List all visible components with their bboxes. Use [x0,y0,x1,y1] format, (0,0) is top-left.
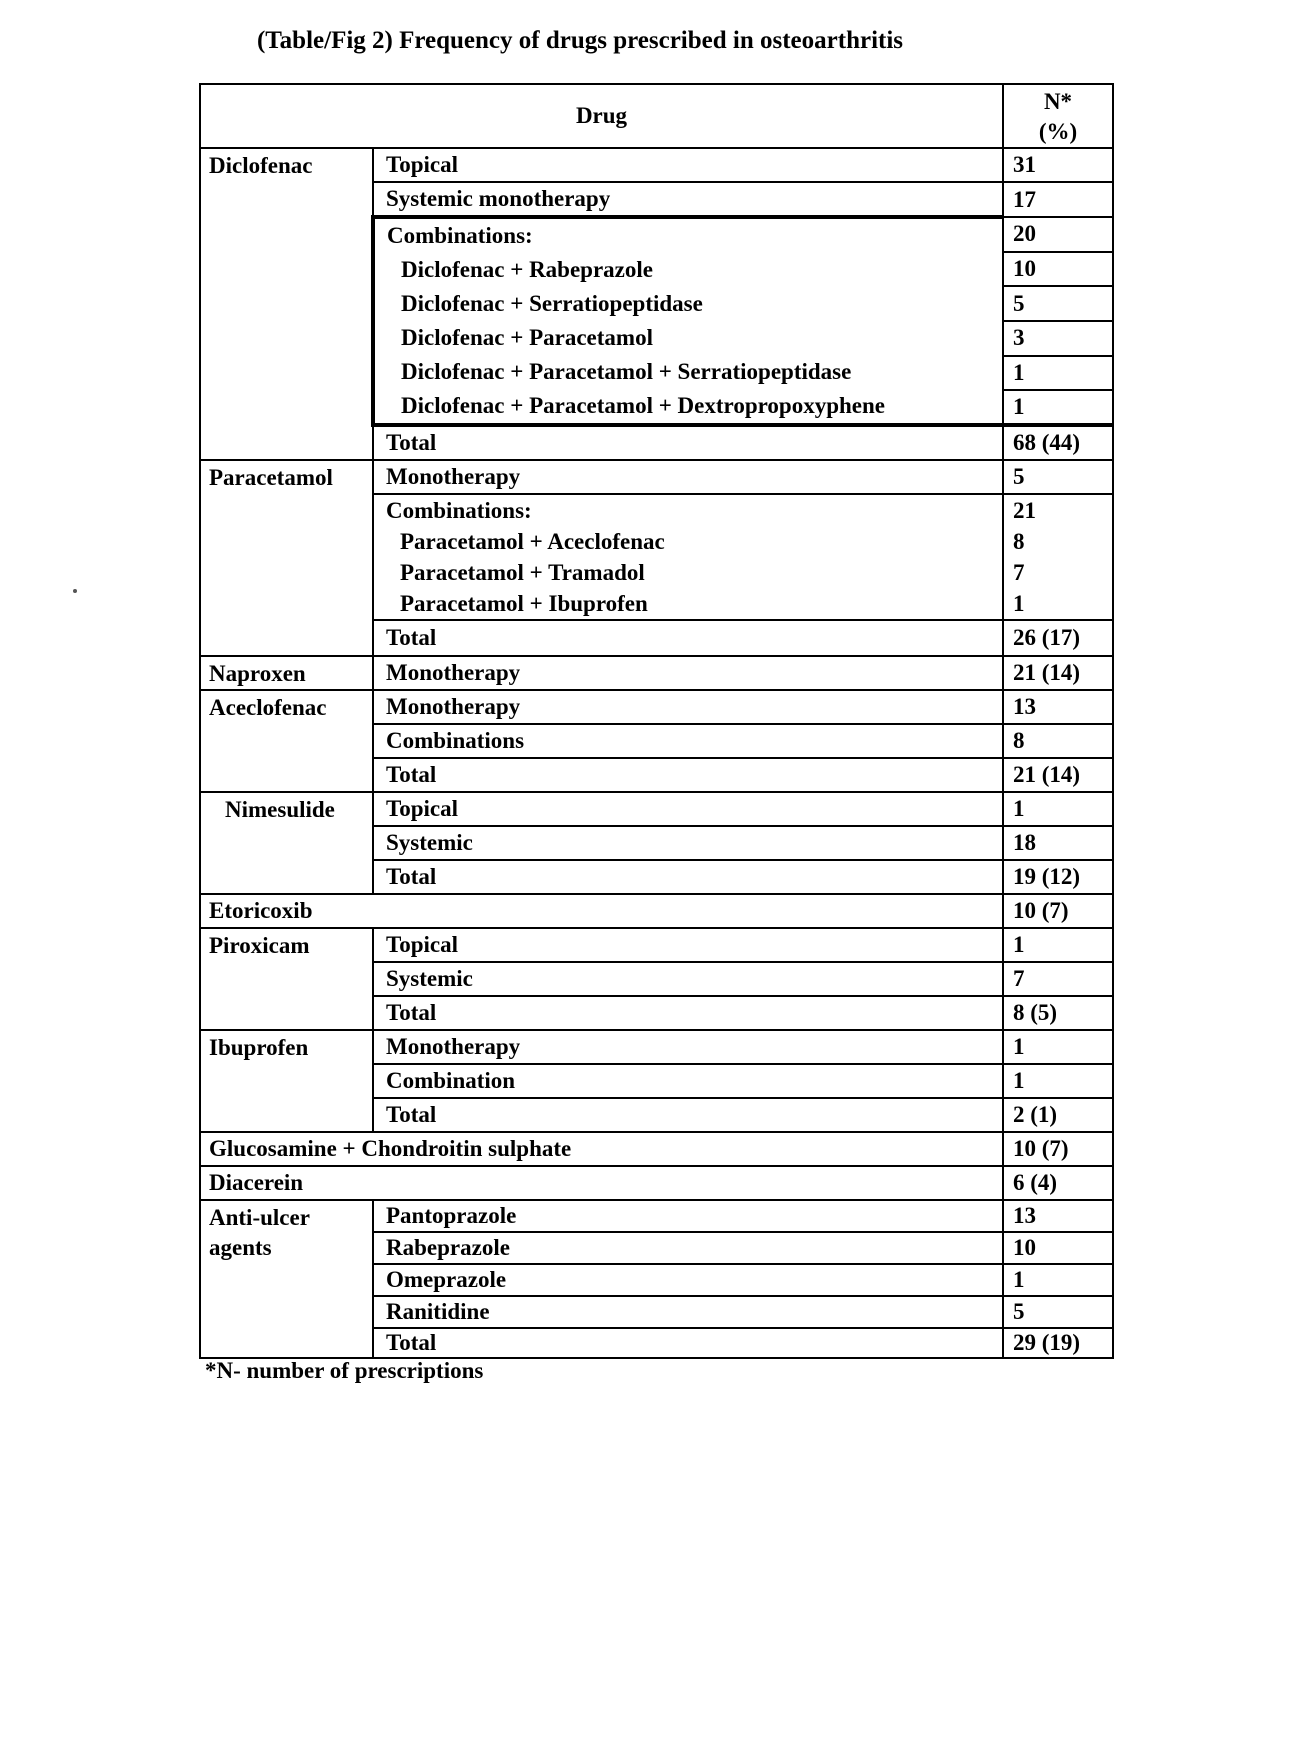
value-cell-combination: 1 [1003,390,1113,425]
value-cell-piroxicam-total: 8 (5) [1003,996,1113,1030]
group-label-aceclofenac: Aceclofenac [200,690,373,792]
combination-line: Diclofenac + Rabeprazole [401,257,653,282]
value-cell-glucosamine: 10 (7) [1003,1132,1113,1166]
group-label-nimesulide: Nimesulide [200,792,373,894]
label-cell-diclofenac-total: Total [373,425,1003,460]
value-cell-nimesulide-total: 19 (12) [1003,860,1113,894]
col-header-n-line2: (%) [1038,119,1078,144]
combination-line: Diclofenac + Paracetamol + Dextropropoxyphene [401,393,885,418]
value-cell-piroxicam-topical: 1 [1003,928,1113,962]
value-cell-diacerein: 6 (4) [1003,1166,1113,1200]
group-label-paracetamol: Paracetamol [200,460,373,656]
table-row [200,894,1113,928]
table-row [200,928,1113,962]
label-cell-pantoprazole: Pantoprazole [373,1200,1003,1232]
col-header-n [1003,84,1113,148]
label-cell-diclofenac-systemic: Systemic monotherapy [373,182,1003,217]
label-cell-nimesulide-total: Total [373,860,1003,894]
combination-line: Diclofenac + Paracetamol [401,325,653,350]
label-cell-piroxicam-total: Total [373,996,1003,1030]
label-cell-ranitidine: Ranitidine [373,1296,1003,1328]
label-cell-antiulcer-total: Total [373,1328,1003,1358]
value-cell-paracetamol-monotherapy: 5 [1003,460,1113,494]
label-cell-diclofenac-topical: Topical [373,148,1003,182]
group-label-piroxicam: Piroxicam [200,928,373,1030]
value-cell-piroxicam-systemic: 7 [1003,962,1113,996]
table-row [200,1200,1113,1232]
value-cell-combination: 5 [1003,286,1113,321]
group-label-diclofenac: Diclofenac [200,148,373,460]
value-cell-nimesulide-topical: 1 [1003,792,1113,826]
group-label-naproxen: Naproxen [200,656,373,690]
col-header-n-line1: N* [1043,89,1073,114]
table-title: (Table/Fig 2) Frequency of drugs prescribed in osteoarthritis [256,27,904,54]
stray-mark [73,589,77,593]
value-cell-nimesulide-systemic: 18 [1003,826,1113,860]
combination-line: Paracetamol + Aceclofenac [400,529,665,554]
value-cell-naproxen: 21 (14) [1003,656,1113,690]
label-cell-ibuprofen-monotherapy: Monotherapy [373,1030,1003,1064]
label-cell-ibuprofen-total: Total [373,1098,1003,1132]
combination-value: 21 [1013,498,1036,523]
table-row [200,1030,1113,1064]
combination-line: Paracetamol + Tramadol [400,560,645,585]
table-row [200,792,1113,826]
combination-line: Diclofenac + Paracetamol + Serratiopeptidase [401,359,852,384]
table-row [200,656,1113,690]
value-cell-ibuprofen-combination: 1 [1003,1064,1113,1098]
label-cell-rabeprazole: Rabeprazole [373,1232,1003,1264]
col-header-drug: Drug [200,84,1003,148]
value-cell-diclofenac-systemic: 17 [1003,182,1113,217]
combination-value: 8 [1013,529,1025,554]
value-cell-etoricoxib: 10 (7) [1003,894,1113,928]
value-cell-diclofenac-total: 68 (44) [1003,425,1113,460]
value-cell-rabeprazole: 10 [1003,1232,1113,1264]
label-cell-piroxicam-topical: Topical [373,928,1003,962]
value-cell-paracetamol-total: 26 (17) [1003,620,1113,656]
paracetamol-combinations-values-cell [1003,494,1113,620]
value-cell-combination: 1 [1003,356,1113,391]
value-cell-antiulcer-total: 29 (19) [1003,1328,1113,1358]
label-cell-aceclofenac-combinations: Combinations [373,724,1003,758]
value-cell-combination: 20 [1003,217,1113,252]
value-cell-ranitidine: 5 [1003,1296,1113,1328]
table-row [200,690,1113,724]
value-cell-pantoprazole: 13 [1003,1200,1113,1232]
value-cell-combination: 10 [1003,252,1113,287]
table-row [200,148,1113,182]
table-row [200,1132,1113,1166]
value-cell-aceclofenac-monotherapy: 13 [1003,690,1113,724]
drug-frequency-table [199,83,1114,1359]
label-cell-nimesulide-topical: Topical [373,792,1003,826]
combination-line: Paracetamol + Ibuprofen [400,591,648,616]
group-label-antiulcer: Anti-ulcer agents [200,1200,373,1358]
value-cell-diclofenac-topical: 31 [1003,148,1113,182]
footnote: *N- number of prescriptions [205,1358,484,1383]
diclofenac-combinations-cell [373,217,1003,425]
label-cell-piroxicam-systemic: Systemic [373,962,1003,996]
table-header-row [200,84,1113,148]
paracetamol-combinations-cell [373,494,1003,620]
label-cell-omeprazole: Omeprazole [373,1264,1003,1296]
value-cell-combination: 3 [1003,321,1113,356]
value-cell-aceclofenac-combinations: 8 [1003,724,1113,758]
label-cell-aceclofenac-total: Total [373,758,1003,792]
combination-line: Combinations: [387,223,533,248]
label-cell-aceclofenac-monotherapy: Monotherapy [373,690,1003,724]
label-cell-naproxen-monotherapy: Monotherapy [373,656,1003,690]
label-cell-ibuprofen-combination: Combination [373,1064,1003,1098]
combination-value: 1 [1013,591,1025,616]
combination-value: 7 [1013,560,1025,585]
table-row [200,1166,1113,1200]
value-cell-omeprazole: 1 [1003,1264,1113,1296]
label-cell-paracetamol-total: Total [373,620,1003,656]
group-label-glucosamine: Glucosamine + Chondroitin sulphate [200,1132,1003,1166]
group-label-ibuprofen: Ibuprofen [200,1030,373,1132]
combination-line: Combinations: [386,498,532,523]
label-cell-paracetamol-monotherapy: Monotherapy [373,460,1003,494]
label-cell-nimesulide-systemic: Systemic [373,826,1003,860]
group-label-etoricoxib: Etoricoxib [200,894,1003,928]
value-cell-aceclofenac-total: 21 (14) [1003,758,1113,792]
value-cell-ibuprofen-monotherapy: 1 [1003,1030,1113,1064]
group-label-diacerein: Diacerein [200,1166,1003,1200]
value-cell-ibuprofen-total: 2 (1) [1003,1098,1113,1132]
table-row [200,460,1113,494]
combination-line: Diclofenac + Serratiopeptidase [401,291,703,316]
